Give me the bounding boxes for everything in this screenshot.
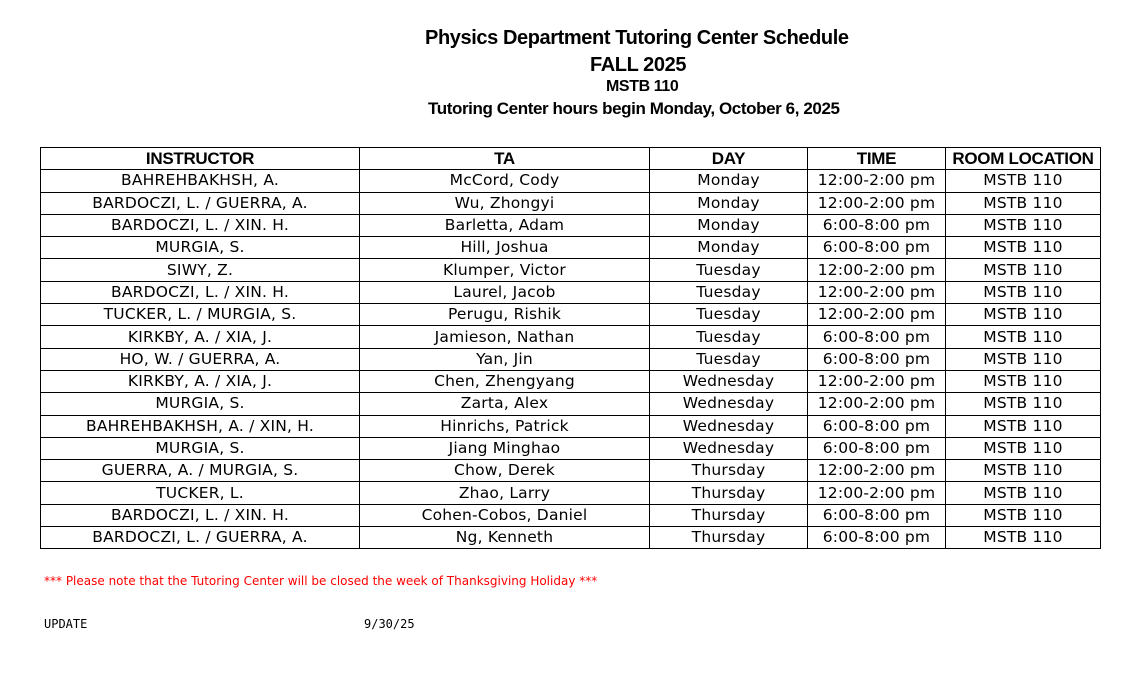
cell-instructor: KIRKBY, A. / XIA, J.	[41, 370, 360, 392]
schedule-table	[40, 147, 1101, 549]
cell-room-location: MSTB 110	[946, 259, 1101, 281]
cell-instructor: TUCKER, L.	[41, 482, 360, 504]
cell-ta: Klumper, Victor	[360, 259, 650, 281]
cell-instructor: KIRKBY, A. / XIA, J.	[41, 326, 360, 348]
cell-day: Wednesday	[650, 393, 808, 415]
cell-room-location: MSTB 110	[946, 460, 1101, 482]
cell-time: 6:00-8:00 pm	[808, 326, 946, 348]
cell-room-location: MSTB 110	[946, 527, 1101, 549]
cell-day: Tuesday	[650, 304, 808, 326]
cell-ta: Laurel, Jacob	[360, 281, 650, 303]
cell-ta: Chen, Zhengyang	[360, 370, 650, 392]
table-row	[41, 393, 1101, 415]
update-date: 9/30/25	[364, 617, 415, 631]
cell-day: Monday	[650, 237, 808, 259]
holiday-note: *** Please note that the Tutoring Center will be closed the week of Thanksgiving Holiday ***	[44, 574, 598, 588]
cell-day: Tuesday	[650, 326, 808, 348]
cell-instructor: MURGIA, S.	[41, 393, 360, 415]
cell-room-location: MSTB 110	[946, 348, 1101, 370]
cell-ta: Jiang Minghao	[360, 437, 650, 459]
cell-instructor: BARDOCZI, L. / XIN. H.	[41, 504, 360, 526]
table-row	[41, 326, 1101, 348]
cell-time: 12:00-2:00 pm	[808, 281, 946, 303]
cell-room-location: MSTB 110	[946, 214, 1101, 236]
column-header-time: TIME	[808, 148, 946, 170]
table-row	[41, 460, 1101, 482]
table-row	[41, 348, 1101, 370]
cell-day: Thursday	[650, 527, 808, 549]
cell-instructor: HO, W. / GUERRA, A.	[41, 348, 360, 370]
cell-room-location: MSTB 110	[946, 393, 1101, 415]
cell-time: 6:00-8:00 pm	[808, 237, 946, 259]
cell-time: 6:00-8:00 pm	[808, 437, 946, 459]
table-row	[41, 415, 1101, 437]
cell-room-location: MSTB 110	[946, 192, 1101, 214]
cell-ta: Barletta, Adam	[360, 214, 650, 236]
cell-ta: McCord, Cody	[360, 170, 650, 192]
cell-day: Wednesday	[650, 370, 808, 392]
cell-time: 12:00-2:00 pm	[808, 370, 946, 392]
cell-room-location: MSTB 110	[946, 326, 1101, 348]
cell-ta: Wu, Zhongyi	[360, 192, 650, 214]
cell-instructor: BARDOCZI, L. / XIN. H.	[41, 214, 360, 236]
cell-time: 6:00-8:00 pm	[808, 527, 946, 549]
table-row	[41, 237, 1101, 259]
cell-instructor: BAHREHBAKHSH, A.	[41, 170, 360, 192]
cell-instructor: BARDOCZI, L. / GUERRA, A.	[41, 527, 360, 549]
cell-ta: Yan, Jin	[360, 348, 650, 370]
cell-instructor: SIWY, Z.	[41, 259, 360, 281]
cell-ta: Zhao, Larry	[360, 482, 650, 504]
cell-time: 12:00-2:00 pm	[808, 170, 946, 192]
table-row	[41, 504, 1101, 526]
cell-room-location: MSTB 110	[946, 170, 1101, 192]
cell-ta: Hill, Joshua	[360, 237, 650, 259]
cell-room-location: MSTB 110	[946, 415, 1101, 437]
table-row	[41, 527, 1101, 549]
cell-room-location: MSTB 110	[946, 304, 1101, 326]
cell-day: Tuesday	[650, 259, 808, 281]
cell-time: 6:00-8:00 pm	[808, 415, 946, 437]
cell-day: Thursday	[650, 504, 808, 526]
cell-ta: Zarta, Alex	[360, 393, 650, 415]
cell-room-location: MSTB 110	[946, 437, 1101, 459]
table-row	[41, 437, 1101, 459]
table-row	[41, 192, 1101, 214]
cell-day: Tuesday	[650, 348, 808, 370]
table-row	[41, 281, 1101, 303]
column-header-instructor: INSTRUCTOR	[41, 148, 360, 170]
table-row	[41, 259, 1101, 281]
cell-time: 12:00-2:00 pm	[808, 259, 946, 281]
column-header-room-location: ROOM LOCATION	[946, 148, 1101, 170]
cell-instructor: GUERRA, A. / MURGIA, S.	[41, 460, 360, 482]
table-row	[41, 482, 1101, 504]
cell-instructor: BARDOCZI, L. / XIN. H.	[41, 281, 360, 303]
cell-instructor: MURGIA, S.	[41, 437, 360, 459]
table-row	[41, 304, 1101, 326]
cell-day: Thursday	[650, 460, 808, 482]
table-row	[41, 370, 1101, 392]
cell-instructor: BARDOCZI, L. / GUERRA, A.	[41, 192, 360, 214]
column-header-day: DAY	[650, 148, 808, 170]
cell-day: Monday	[650, 170, 808, 192]
cell-ta: Cohen-Cobos, Daniel	[360, 504, 650, 526]
cell-room-location: MSTB 110	[946, 281, 1101, 303]
cell-time: 12:00-2:00 pm	[808, 192, 946, 214]
cell-day: Monday	[650, 214, 808, 236]
table-row	[41, 214, 1101, 236]
table-row	[41, 170, 1101, 192]
start-date-heading: Tutoring Center hours begin Monday, October 6, 2025	[428, 99, 840, 118]
room-heading: MSTB 110	[606, 78, 679, 95]
cell-ta: Perugu, Rishik	[360, 304, 650, 326]
cell-ta: Chow, Derek	[360, 460, 650, 482]
update-label: UPDATE	[44, 617, 88, 631]
cell-time: 12:00-2:00 pm	[808, 393, 946, 415]
cell-time: 12:00-2:00 pm	[808, 482, 946, 504]
cell-time: 6:00-8:00 pm	[808, 348, 946, 370]
cell-day: Wednesday	[650, 437, 808, 459]
cell-room-location: MSTB 110	[946, 370, 1101, 392]
cell-day: Monday	[650, 192, 808, 214]
page-title: Physics Department Tutoring Center Schedule	[425, 27, 849, 49]
cell-day: Thursday	[650, 482, 808, 504]
term-heading: FALL 2025	[590, 54, 687, 76]
cell-time: 12:00-2:00 pm	[808, 304, 946, 326]
cell-day: Wednesday	[650, 415, 808, 437]
cell-ta: Hinrichs, Patrick	[360, 415, 650, 437]
cell-room-location: MSTB 110	[946, 504, 1101, 526]
table-header-row	[41, 148, 1101, 170]
cell-ta: Jamieson, Nathan	[360, 326, 650, 348]
cell-room-location: MSTB 110	[946, 482, 1101, 504]
cell-room-location: MSTB 110	[946, 237, 1101, 259]
cell-instructor: MURGIA, S.	[41, 237, 360, 259]
cell-time: 12:00-2:00 pm	[808, 460, 946, 482]
cell-instructor: TUCKER, L. / MURGIA, S.	[41, 304, 360, 326]
column-header-ta: TA	[360, 148, 650, 170]
cell-day: Tuesday	[650, 281, 808, 303]
cell-time: 6:00-8:00 pm	[808, 214, 946, 236]
cell-time: 6:00-8:00 pm	[808, 504, 946, 526]
cell-instructor: BAHREHBAKHSH, A. / XIN, H.	[41, 415, 360, 437]
cell-ta: Ng, Kenneth	[360, 527, 650, 549]
